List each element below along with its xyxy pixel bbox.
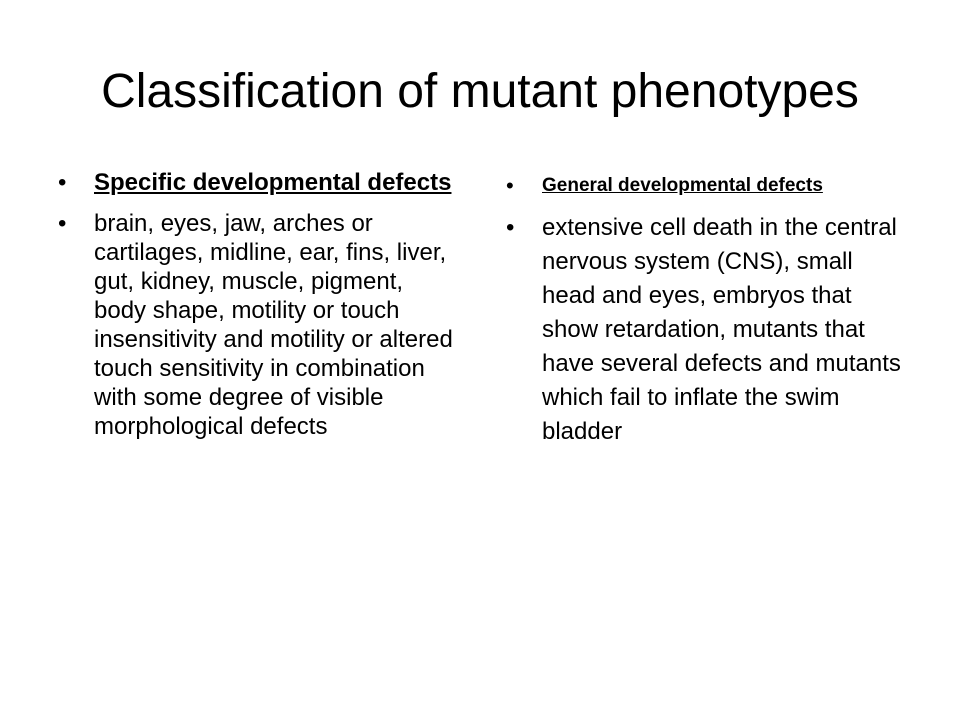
right-heading-bullet (506, 174, 906, 197)
bullet-icon: • (506, 214, 515, 241)
slide-title: Classification of mutant phenotypes (101, 65, 859, 118)
bullet-icon: • (506, 173, 514, 198)
right-column (506, 168, 906, 449)
right-heading-text: General developmental defects (542, 175, 823, 196)
left-column (58, 168, 458, 441)
bullet-icon: • (58, 169, 67, 196)
left-heading-text: Specific developmental defects (94, 169, 452, 196)
left-body-bullet (58, 209, 458, 441)
right-body-bullet (506, 211, 906, 449)
left-body-text: brain, eyes, jaw, arches or cartilages, midline, ear, fins, liver, gut, kidney, muscle, pigment, body shape, motility or touch insensitivity and motility or altered touch sensitivity in combination with some degree of visible morphological defects (94, 210, 453, 440)
right-body-text: extensive cell death in the central nervous system (CNS), small head and eyes, embryos that show retardation, mutants that have several defects and mutants which fail to inflate the swim bladder (542, 214, 901, 445)
left-heading-bullet (58, 168, 458, 197)
bullet-icon: • (58, 210, 67, 237)
